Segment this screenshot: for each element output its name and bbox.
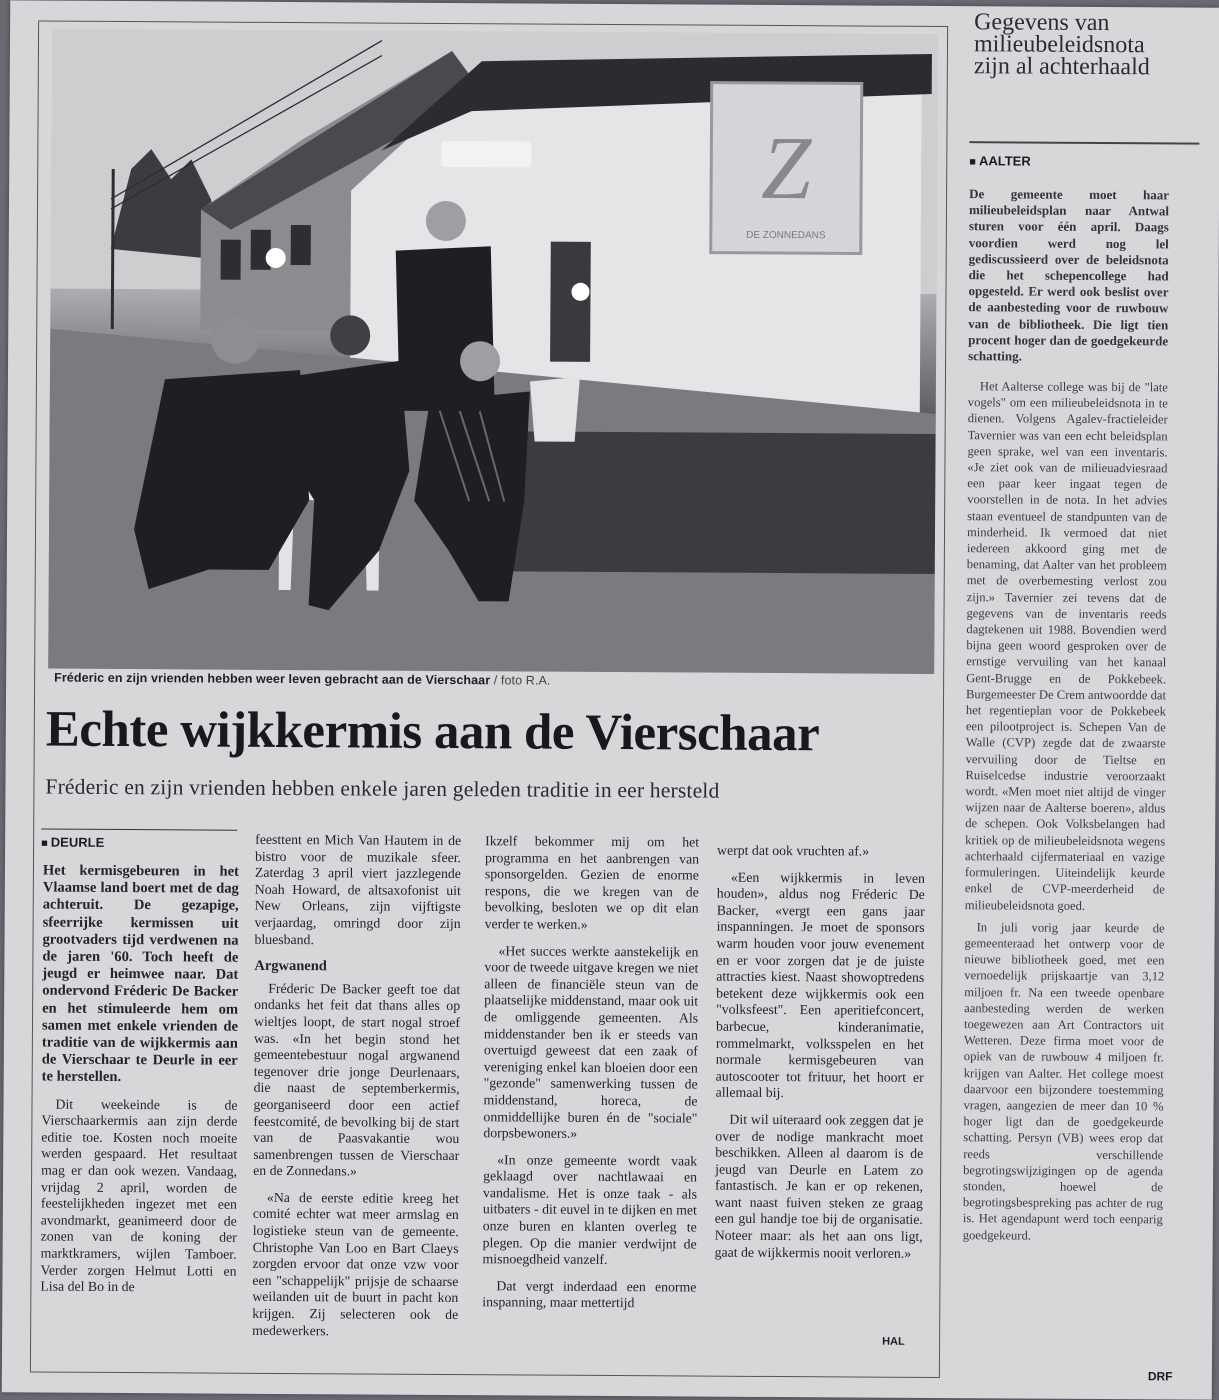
article-paragraph: «Een wijkkermis in leven houden», aldus nog Fréderic De Backer, «vergt een gans jaar inspanningen. Je moet de sponsors warm houden voor jouw evenement en er voor zorgen dat je de juiste attracties kiest. Naast showoptredens betekent deze wijkkermis ook een "volksfeest". Een aperitiefconcert, barbecue, kinderanimatie, rommelmarkt, volksspelen en het normale kermisgebeuren van autoscooter tot frituur, het hoort er allemaal bij. bbox=[715, 869, 925, 1101]
svg-text:Z: Z bbox=[760, 118, 812, 219]
article-paragraph: werpt dat ook vruchten af.» bbox=[717, 842, 870, 859]
sidebar-paragraph: In juli vorig jaar keurde de gemeenteraad het ontwerp voor de nieuwe bibliotheek goed, met een vernoedelijk prijskaartje van 3,12 miljoen fr. Na een tweede openbare aanbesteding werden de werken toegewezen aan Art Contractors uit Wetteren. Deze firma moet voor de opiek van de ruwbouw 4 miljoen fr. krijgen van Aalter. Het college moest daarvoor een bijzondere toestemming vragen, aangezien de meer dan 10 % hoger ligt dan de goedgekeurde schatting. Persyn (VB) wees erop dat reeds verschillende begrotingswijzigingen op de agenda stonden, hoewel de begrotingsbespreking pas achter de rug is. Het agendapunt werd toch eenparig goedgekeurd. bbox=[962, 919, 1165, 1243]
article-paragraph: Ikzelf bekommer mij om het programma en het aanbrengen van sponsorgelden. Gezien de enorme respons, die we kregen van de bevolking, besloten we op dit elan verder te werken.» bbox=[484, 833, 700, 932]
article-column-2 bbox=[252, 832, 461, 1350]
article-photo bbox=[48, 29, 938, 674]
article-signature: HAL bbox=[882, 1335, 905, 1348]
article-paragraph: «Na de eerste editie kreeg het comité echter wat meer armslag en logistieke steun van de gemeente. Christophe Van Loo en Bart Claeys zorgden ervoor dat onze vzw voor een "schappelijk" prijsje de schaarse weilanden uit de buurt in pacht kon krijgen. Zij selecteren ook de medewerkers. bbox=[252, 1189, 459, 1338]
article-column-1 bbox=[40, 863, 239, 1307]
article-headline: Echte wijkkermis aan de Vierschaar bbox=[45, 701, 820, 763]
article-paragraph: «In onze gemeente wordt vaak geklaagd over nachtlawaai en vandalisme. Het is onze taak - als uitbaters - dit euvel in te dijken en met onze buren en klanten overleg te plegen. Op die manier verdwijnt de misnoegdheid vanzelf. bbox=[482, 1152, 698, 1268]
photo-illustration bbox=[48, 29, 938, 674]
sidebar-headline: Gegevens van milieubeleidsnota zijn al achterhaald bbox=[973, 9, 1150, 81]
article-paragraph: Dat vergt inderdaad een enorme inspanning, maar mettertijd bbox=[482, 1278, 697, 1311]
newspaper-clipping bbox=[2, 0, 1219, 1399]
article-lead: Het kermisgebeuren in het Vlaamse land boert met de dag achteruit. De gezapige, sfeerrijke kermissen uit grootvaders tijd verdwenen na de jaren '60. Toch heeft de jeugd er heimwee naar. Dat ondervond Fréderic De Backer en het stimuleerde hem om samen met enkele vrienden de traditie van de wijkkermis aan de Vierschaar te Deurle in eer te herstellen. bbox=[41, 862, 239, 1086]
article-paragraph: feesttent en Mich Van Hautem in de bistro voor de muzikale sfeer. Zaterdag 3 april viert jazzlegende Noah Howard, de altsaxofonist uit New Orleans, zijn vijftigste verjaardag, omringd door zijn bluesband. bbox=[254, 831, 462, 947]
article-paragraph: Dit wil uiteraard ook zeggen dat je over de nodige mankracht moet beschikken. Alleen al daarom is de jeugd van Deurle en Latem zo fantastisch. Je kan er op rekenen, want naast fuiven steken ze graag een gul handje toe bij de organisatie. Noteer maar: als het aan ons ligt, gaat de wijkkermis nooit verloren.» bbox=[714, 1111, 924, 1261]
article-paragraph: Dit weekeinde is de Vierschaarkermis aan zijn derde editie toe. Kosten noch moeite werden gespaard. Het resultaat mag er dan ook wezen. Vandaag, vrijdag 2 april, worden de feestelijkheden ingezet met een avondmarkt, geanimeerd door de zonen van de koning der marktkramers, wijlen Tamboer. Verder zorgen Helmut Lotti en Lisa del Bo in de bbox=[40, 1096, 238, 1295]
sidebar-divider bbox=[969, 141, 1199, 144]
article-column-3 bbox=[482, 833, 699, 1322]
article-subhead: Argwanend bbox=[254, 957, 327, 975]
article-location: ■ DEURLE bbox=[41, 829, 237, 851]
photo-credit: / foto R.A. bbox=[493, 673, 551, 688]
article-column-4 bbox=[715, 843, 926, 1273]
zonnedans-sign: DE ZONNEDANS bbox=[746, 229, 826, 242]
sidebar-location: ■ AALTER bbox=[969, 148, 1195, 169]
sidebar-signature: DRF bbox=[1147, 1369, 1173, 1384]
sidebar-body bbox=[963, 378, 1168, 1250]
sidebar-paragraph: Het Aalterse college was bij de "late vogels" om een milieubeleidsnota in te dienen. Volgens Agalev-fractieleider Tavernier was van een echt beleidsplan geen sprake, wel van een inventaris. «Je ziet ook van de milieuadviesraad een paar keer ingaat tegen de voorstellen in de nota. In het advies staan eventueel de standpunten van de minderheid. Ik vermoed dat niet iedereen akkoord ging met de benaming, dat Aalter van het probleem met de overbemesting verlost zou zijn.» Tavernier zei tevens dat de gegevens van de inventaris reeds dagtekenen uit 1988. Bovendien werd bijna geen woord gesproken over de ernstige vervuiling van het kanaal Gent-Brugge en de Pokkebeek. Burgemeester De Crem antwoordde dat het regentieplan voor de Pokkebeek een pilootproject is. Schepen Van de Walle (CVP) zegde dat de zwaarste vervuiling door de Tieltse en Ruiselcedse industrie veroorzaakt wordt. «Men moet niet altijd de vinger wijzen naar de Aalterse boeren», aldus de schepen. Ook Volksbelangen had kritiek op de milieubeleidsnota wegens achterhaald cijfermateriaal en vazige formuleringen. Uiteindelijk keurde enkel de CVP-meerderheid de milieubeleidsnota goed. bbox=[964, 379, 1168, 913]
article-paragraph: «Het succes werkte aanstekelijk en voor de tweede uitgave kregen we niet alleen de financiële steun van de plaatselijke middenstand, maar ook uit de omliggende gemeenten. Als middenstander ben ik er steeds van overtuigd geweest dat een zaak of vereniging enkel kan bloeien door een "gezonde" samenwerking tussen de middenstand, horeca, de onmiddellijke buren én de "sociale" dorpsbewoners.» bbox=[483, 942, 699, 1141]
article-paragraph: Fréderic De Backer geeft toe dat ondanks het feit dat thans alles op wieltjes loopt, de start nogal stroef was. «In het begin stond het gemeentebestuur nogal argwanend tegenover drie jonge Deurlenaars, die naast de septemberkermis, georganiseerd door een actief feestcomité, de bevolking bij de start van de Paasvakantie wou samenbrengen tussen de Vierschaar en de Zonnedans.» bbox=[253, 980, 461, 1179]
sidebar-lead: De gemeente moet haar milieubeleidsplan naar Antwal sturen voor één april. Daags voordien werd nog lel gediscussieerd over de beleidsnota die het schepencollege had opgesteld. Er werd ook beslist over de aanbesteding voor de ruwbouw van de bibliotheek. Die ligt tien procent hoger dan de goedgekeurde schatting. bbox=[968, 186, 1170, 364]
caption-text: Fréderic en zijn vrienden hebben weer leven gebracht aan de Vierschaar bbox=[54, 670, 491, 688]
article-subheadline: Fréderic en zijn vrienden hebben enkele jaren geleden traditie in eer hersteld bbox=[45, 774, 720, 803]
